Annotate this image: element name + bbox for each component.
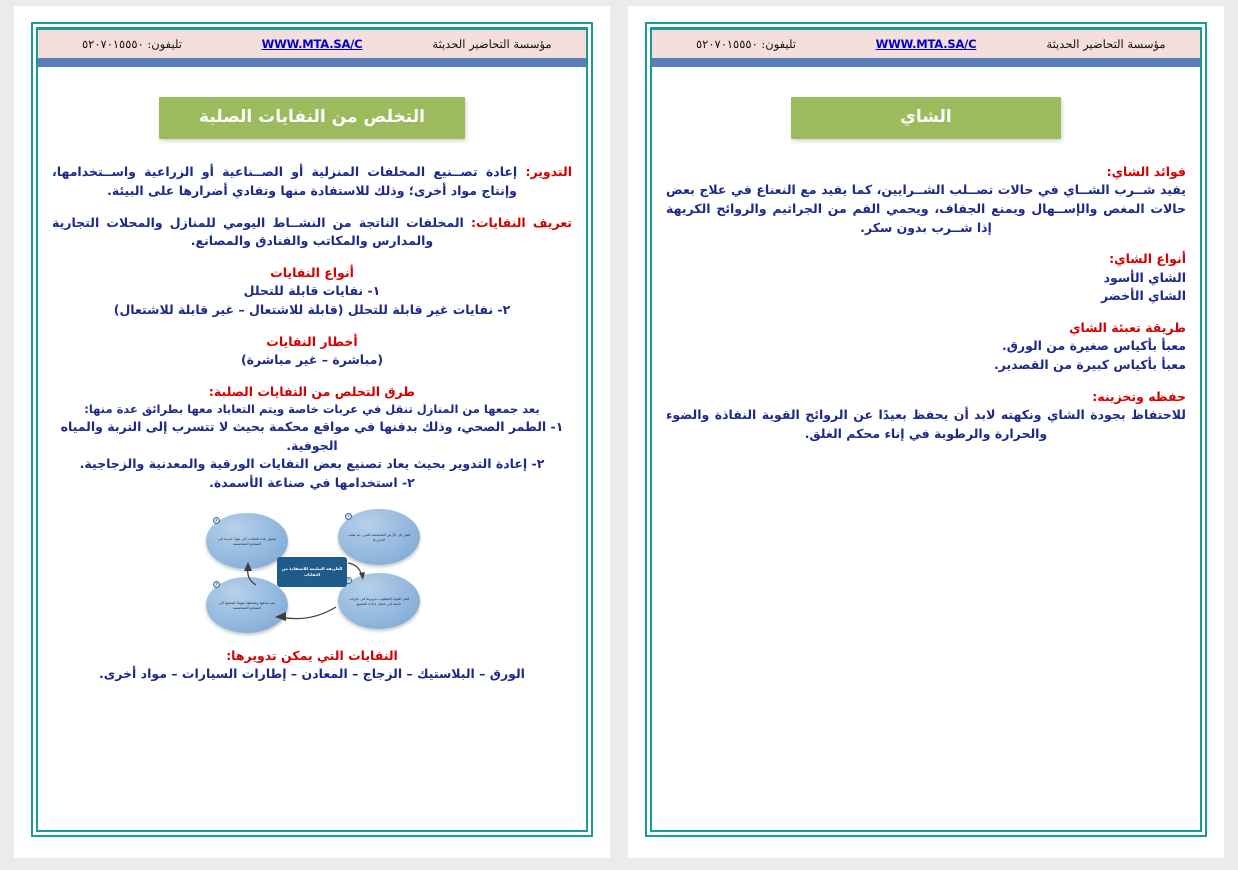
- section-waste-types-heading: أنواع النفايات: [270, 265, 354, 280]
- section-waste-hazards: [52, 333, 572, 370]
- section-tea-types-heading: أنواع الشاي:: [1109, 251, 1186, 267]
- section-waste-types-item-1: ١- نفايات قابلة للتحلل: [243, 283, 381, 299]
- letterhead-org-left: مؤسسة التحاضير الحديثة: [432, 37, 552, 51]
- document-page-left: [14, 6, 610, 858]
- section-disposal-methods-item-1: ١- الطمر الصحي، وذلك بدفنها في مواقع محكمة بحيث لا تتسرب إلى التربة والمياه الجوفية.: [60, 418, 564, 453]
- section-recycling-paragraph: [52, 163, 572, 201]
- section-disposal-methods-item-2: ٢- إعادة التدوير بحيث يعاد تصنيع بعض النفايات الورقية والمعدنية والزجاجية.: [79, 456, 545, 472]
- section-waste-types: [52, 264, 572, 320]
- section-waste-hazards-body: (مباشرة – غير مباشرة): [240, 351, 384, 367]
- section-tea-types-item-1: الشاي الأسود: [1103, 269, 1186, 285]
- letterhead-url-link-right[interactable]: [836, 37, 1016, 51]
- letterhead-phone-left: تليفون: ٠٥٥٥١٠٧٠٢٥: [82, 37, 182, 51]
- section-tea-packaging: [666, 319, 1186, 375]
- diagram-node-3-label: يتم سحقها وضغطها تمهيدًا لشحنها إلى المصانع المتخصصة: [218, 600, 276, 610]
- section-tea-packaging-item-1: معبأ بأكياس صغيرة من الورق.: [1001, 338, 1186, 354]
- section-tea-storage-body: للاحتفاظ بجودة الشاي ونكهته لابد أن يحفظ بعيدًا عن الروائح القوية النفاذة والضوء والحرارة والرطوبة في إناء محكم الغلق.: [666, 406, 1186, 441]
- letterhead-url-text-right: WWW.MTA.SA/C: [875, 37, 977, 51]
- section-tea-benefits-heading: فوائد الشاي:: [1106, 164, 1186, 179]
- section-disposal-methods: [52, 383, 572, 493]
- diagram-node-1: [338, 509, 420, 565]
- diagram-node-1-number: ١: [345, 513, 352, 520]
- section-recyclable-waste-body: الورق – البلاستيك – الزجاج – المعادن – إطارات السيارات – مواد أخرى.: [99, 666, 525, 681]
- diagram-node-2-label: تُنقل المواد المطلوب تدويرها في حاويات خاصة إلى معمل إعادة التصنيع: [348, 596, 410, 606]
- diagram-center-label: الطريقة السليمة للاستفادة من النفايات: [277, 557, 347, 587]
- recycling-cycle-diagram: [198, 507, 426, 639]
- letterhead-org-right: مؤسسة التحاضير الحديثة: [1046, 37, 1166, 51]
- section-waste-types-item-2: ٢- نفايات غير قابلة للتحلل (قابلة للاشتعال – غير قابلة للاشتعال): [113, 301, 511, 317]
- section-waste-hazards-heading: أخطار النفايات: [266, 333, 358, 349]
- section-waste-definition-body: المخلفات الناتجة من النشــاط اليومي للمنازل والمحلات التجارية والمدارس والمكاتب والفنادق والمصانع.: [52, 214, 464, 249]
- section-tea-benefits-body: يفيد شــرب الشــاي في حالات تصــلب الشــرايين، كما يفيد مع النعناع في علاج بعض حالات المغص والإســهال ويمنع الجفاف، ويحمي الفم من الجراثيم والروائح الكريهة إذا شــرب بدون سكر.: [666, 182, 1186, 235]
- section-tea-benefits: [666, 163, 1186, 237]
- letterhead-phone-right: تليفون: ٠٥٥٥١٠٧٠٢٥: [696, 37, 796, 51]
- diagram-node-2-number: ٢: [345, 577, 352, 584]
- section-disposal-methods-item-3: ٢- استخدامها في صناعة الأسمدة.: [209, 475, 415, 491]
- diagram-node-4-number: ٤: [213, 517, 220, 524]
- letterhead-right: [652, 29, 1200, 58]
- page-border-left: [36, 27, 588, 832]
- diagram-arrow-icon-1: [346, 561, 372, 583]
- section-disposal-methods-intro: بعد جمعها من المنازل تنقل في عربات خاصة ويتم التعاباد معها بطرائق عدة منها:: [84, 401, 540, 416]
- section-recycling-heading: التدوير:: [525, 164, 573, 179]
- letterhead-accent-bar-right: [652, 58, 1200, 67]
- section-tea-packaging-item-2: معبأ بأكياس كبيرة من القصدير.: [993, 356, 1186, 372]
- page-content-left: [38, 67, 586, 830]
- section-tea-storage-heading: حفظه وتخزينه:: [1092, 388, 1186, 404]
- section-waste-definition: [52, 214, 572, 252]
- page-title-right: الشاي: [791, 97, 1061, 139]
- letterhead-url-text-left: WWW.MTA.SA/C: [261, 37, 363, 51]
- section-recyclable-waste-heading: النفايات التي يمكن تدويرها:: [226, 647, 398, 663]
- section-tea-packaging-heading: طريقة تعبئة الشاي: [1069, 320, 1186, 335]
- diagram-arrow-icon-3: [240, 561, 266, 587]
- section-recycling-body: إعادة تصــنيع المخلفات المنزلية أو الصــناعية أو الزراعية واســتخدامها، وإنتاج مواد أخرى؛ وذلك للاستفادة منها وتفادي أضرارها على البيئة.: [52, 164, 518, 198]
- letterhead-left: [38, 29, 586, 58]
- section-tea-types-item-2: الشاي الأخضر: [1101, 288, 1186, 304]
- recycling-cycle-diagram-wrap: [52, 507, 572, 639]
- diagram-node-4-label: تتحول هذه النفايات إلى مواد جديدة في المصانع المتخصصة: [217, 536, 277, 546]
- diagram-node-1-label: تُنقل إلى الأرض المخصصة للفرز، ثم تقلب الحرارها: [347, 532, 411, 542]
- page-title-left: التخلص من النفايات الصلبة: [159, 97, 465, 139]
- section-recyclable-waste: [52, 647, 572, 684]
- section-tea-types: [666, 250, 1186, 306]
- section-waste-definition-paragraph: [52, 214, 572, 252]
- page-border-right: [650, 27, 1202, 832]
- letterhead-url-link-left[interactable]: [222, 37, 402, 51]
- title-banner-wrap-left: [52, 97, 572, 139]
- letterhead-accent-bar-left: [38, 58, 586, 67]
- section-waste-definition-heading: تعريف النفايات:: [470, 214, 572, 230]
- title-banner-wrap-right: [666, 97, 1186, 139]
- section-disposal-methods-heading: طرق التخلص من النفايات الصلبة:: [208, 383, 416, 399]
- section-tea-storage: [666, 388, 1186, 444]
- page-content-right: [652, 67, 1200, 830]
- document-page-right: [628, 6, 1224, 858]
- diagram-node-3-number: ٣: [213, 581, 220, 588]
- diagram-arrow-icon-2: [270, 603, 340, 625]
- section-recycling: [52, 163, 572, 201]
